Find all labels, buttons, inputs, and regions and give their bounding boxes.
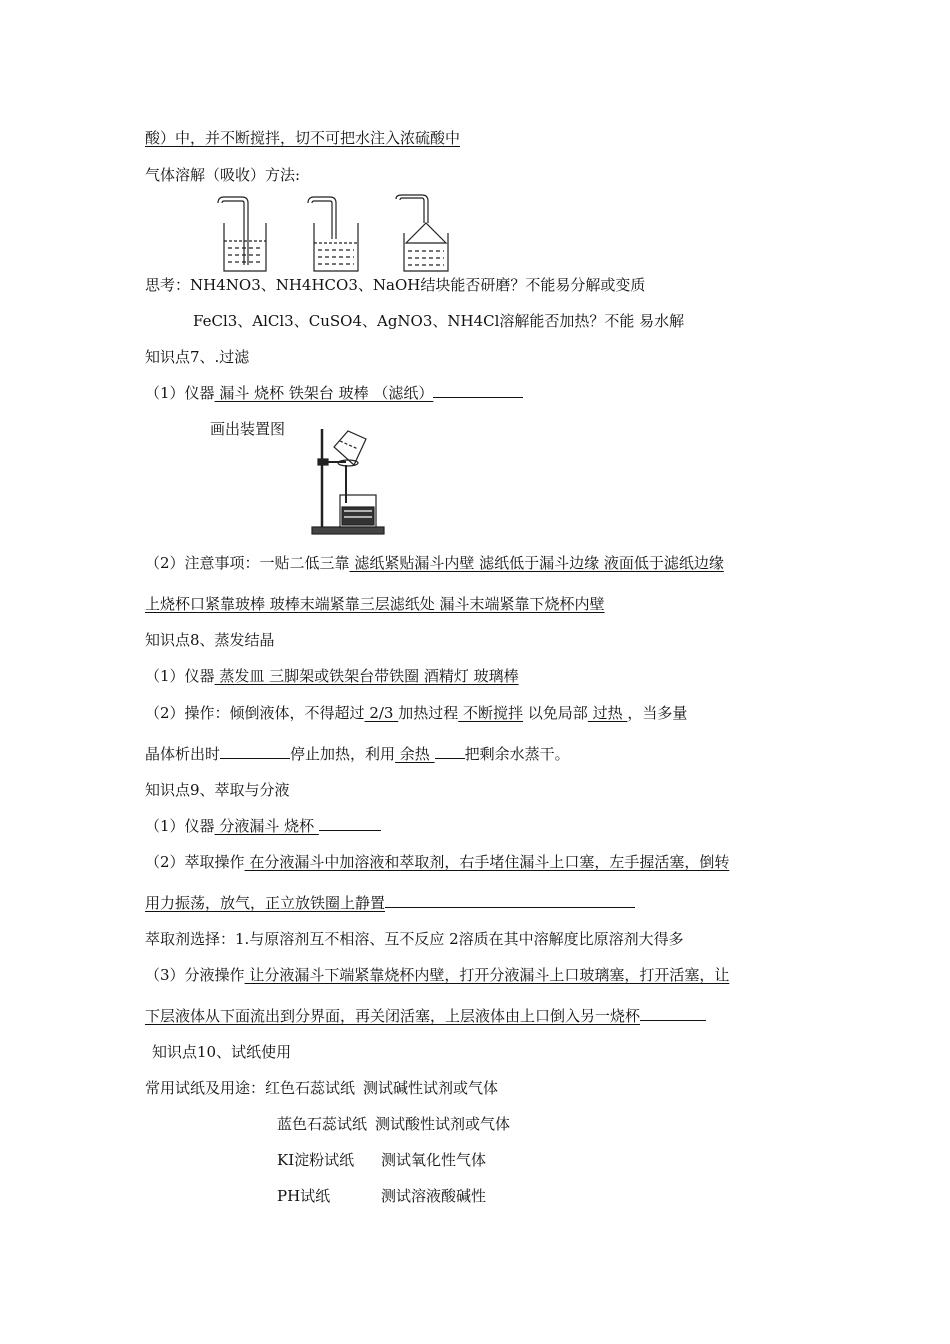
text: 停止加热，利用 xyxy=(290,745,396,763)
beaker-3 xyxy=(396,195,448,271)
text-line xyxy=(145,703,687,723)
paper-name: 红色石蕊试纸 xyxy=(265,1079,356,1097)
answer: 蒸发皿 三脚架或铁架台带铁圈 酒精灯 玻璃棒 xyxy=(214,667,519,685)
label: （1）仪器 xyxy=(145,384,215,402)
paper-use: 测试溶液酸碱性 xyxy=(381,1187,487,1205)
answer: 滤纸紧贴漏斗内壁 滤纸低于漏斗边缘 液面低于滤纸边缘 xyxy=(349,554,724,572)
answer: 下层液体从下面流出到分界面，再关闭活塞，上层液体由上口倒入另一烧杯 xyxy=(145,1007,641,1025)
paper-name: PH试纸 xyxy=(277,1187,331,1205)
text-line: 气体溶解（吸收）方法: xyxy=(145,166,301,184)
answer: 过热 xyxy=(587,704,628,722)
label: 常用试纸及用途： xyxy=(145,1079,266,1097)
text-line xyxy=(145,744,570,764)
text: 把剩余水蒸干。 xyxy=(464,745,570,763)
paper-row xyxy=(277,1186,486,1206)
paper-name: 蓝色石蕊试纸 xyxy=(277,1115,368,1133)
label: （1）仪器 xyxy=(145,667,215,685)
text-line: 画出装置图 xyxy=(210,420,286,438)
text-line: FeCl3、AlCl3、CuSO4、AgNO3、NH4Cl溶解能否加热？不能 易水解 xyxy=(193,312,685,330)
label: （2）注意事项：一贴二低三靠 xyxy=(145,554,350,572)
answer: 让分液漏斗下端紧靠烧杯内壁，打开分液漏斗上口玻璃塞，打开活塞，让 xyxy=(244,966,730,984)
text: 以免局部 xyxy=(523,704,588,722)
text-line xyxy=(145,1006,706,1026)
paper-row xyxy=(145,1078,498,1098)
text-line: 上烧杯口紧靠玻棒 玻棒末端紧靠三层滤纸处 漏斗末端紧靠下烧杯内壁 xyxy=(145,595,605,613)
label: （2）萃取操作 xyxy=(145,853,245,871)
paper-row xyxy=(277,1114,510,1134)
section-heading: 知识点10、试纸使用 xyxy=(152,1043,292,1061)
think-label: 思考： xyxy=(145,276,191,294)
text-line xyxy=(145,553,724,573)
text-line xyxy=(145,816,381,836)
answer: 漏斗 烧杯 铁架台 玻棒 （滤纸） xyxy=(214,384,434,402)
paper-use: 测试氧化性气体 xyxy=(381,1151,487,1169)
text: ，当多量 xyxy=(627,704,688,722)
label: （1）仪器 xyxy=(145,817,215,835)
text-line xyxy=(145,893,635,913)
section-heading: 知识点7、.过滤 xyxy=(145,348,250,366)
answer: 2/3 xyxy=(364,704,399,722)
text: （2）操作：倾倒液体，不得超过 xyxy=(145,704,365,722)
paper-use: 测试碱性试剂或气体 xyxy=(363,1079,499,1097)
text-line: 萃取剂选择：1.与原溶剂互不相溶、互不反应 2溶质在其中溶解度比原溶剂大得多 xyxy=(145,930,684,948)
text: 加热过程 xyxy=(398,704,459,722)
label: （3）分液操作 xyxy=(145,966,245,984)
paper-name: KI淀粉试纸 xyxy=(277,1151,355,1169)
think-question: NH4NO3、NH4HCO3、NaOH结块能否研磨？不能易分解或变质 xyxy=(190,276,646,294)
beaker-2 xyxy=(308,197,358,271)
text-line xyxy=(145,666,519,686)
answer: 不断搅拌 xyxy=(458,704,524,722)
text-line: 酸）中，并不断搅拌，切不可把水注入浓硫酸中 xyxy=(145,129,461,147)
section-heading: 知识点9、萃取与分液 xyxy=(145,781,290,799)
answer: 余热 xyxy=(395,745,435,763)
answer: 在分液漏斗中加溶液和萃取剂，右手堵住漏斗上口塞，左手握活塞，倒转 xyxy=(244,853,730,871)
text-line xyxy=(145,383,523,403)
section-heading: 知识点8、蒸发结晶 xyxy=(145,631,275,649)
paper-row xyxy=(277,1150,486,1170)
gas-absorption-figure xyxy=(210,193,460,275)
paper-use: 测试酸性试剂或气体 xyxy=(375,1115,511,1133)
text-line xyxy=(145,852,729,872)
text-line xyxy=(145,275,645,295)
answer: 用力振荡，放气，正立放铁圈上静置 xyxy=(145,894,386,912)
text: 晶体析出时 xyxy=(145,745,221,763)
beaker-1 xyxy=(218,197,266,271)
filtration-figure xyxy=(308,425,388,537)
text-line xyxy=(145,965,729,985)
answer: 分液漏斗 烧杯 xyxy=(214,817,319,835)
